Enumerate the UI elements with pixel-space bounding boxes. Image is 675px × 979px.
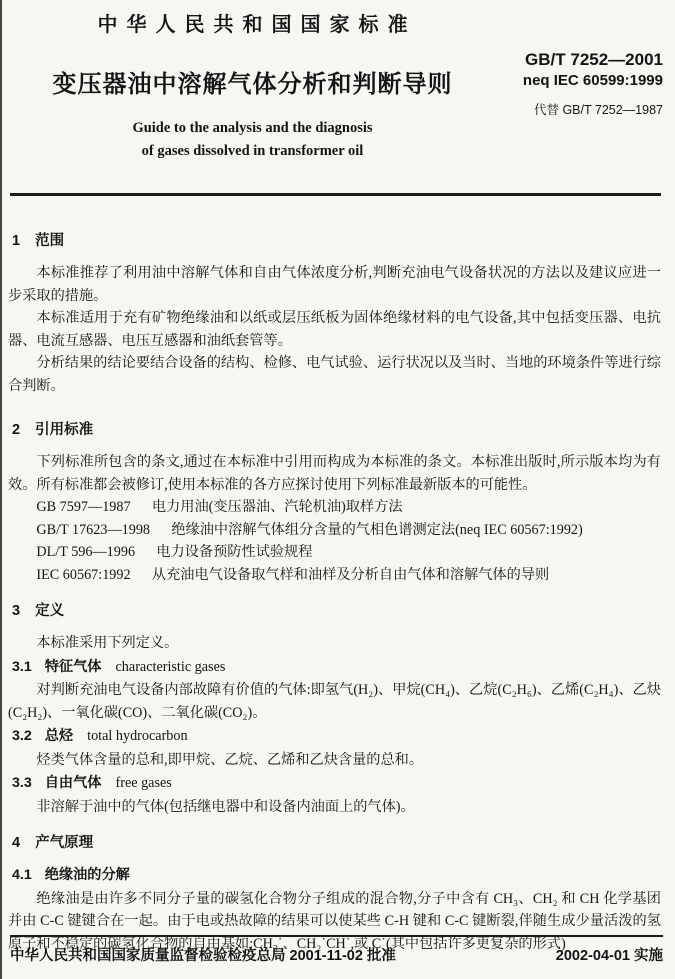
reference-title: 电力设备预防性试验规程 [156, 544, 313, 560]
english-title-line2: of gases dissolved in transformer oil [141, 143, 364, 159]
paragraph: 非溶解于油中的气体(包括继电器中和设备内油面上的气体)。 [36, 798, 415, 815]
subsection-number: 3.2 [12, 728, 32, 744]
reference-title: 电力用油(变压器油、汽轮机油)取样方法 [151, 499, 403, 515]
document-header [0, 0, 675, 163]
reference-item [8, 564, 661, 587]
standard-number: GB/T 7252—2001 [525, 50, 663, 69]
standard-number-block [523, 50, 663, 118]
paragraph: 分析结果的结论要结合设备的结构、检修、电气试验、运行状况以及当时、当地的环境条件等进行综合判断。 [8, 355, 661, 394]
subsection-term-english: total hydrocarbon [87, 728, 188, 744]
subsection-term: 总烃 [44, 728, 74, 744]
header-left-column [0, 14, 505, 163]
reference-title: 绝缘油中溶解气体组分含量的气相色谱测定法(neq IEC 60567:1992) [171, 521, 583, 538]
paragraph: 本标准采用下列定义。 [36, 635, 179, 651]
subsection-term: 特征气体 [44, 658, 102, 675]
iec-equivalence-note: neq IEC 60599:1999 [522, 72, 663, 89]
document-body [0, 230, 675, 955]
subsection-heading-characteristic-gases [12, 656, 661, 679]
header-divider-rule [10, 193, 661, 196]
replaces-note: 代替 GB/T 7252—1987 [533, 103, 663, 117]
document-title-english [0, 117, 505, 163]
reference-code: DL/T 596—1996 [36, 544, 136, 560]
subsection-term: 绝缘油的分解 [44, 867, 130, 883]
paragraph: 烃类气体含量的总和,即甲烷、乙烷、乙烯和乙炔含量的总和。 [36, 751, 424, 768]
subsection-number: 3.3 [12, 775, 32, 791]
subsection-heading-total-hydrocarbon [12, 725, 661, 748]
english-title-line1: Guide to the analysis and the diagnosis [132, 120, 373, 136]
paragraph: 本标准推荐了利用油中溶解气体和自由气体浓度分析,判断充油电气设备状况的方法以及建议应进一步采取的措施。 [8, 265, 661, 304]
paragraph: 本标准适用于充有矿物绝缘油和以纸或层压纸板为固体绝缘材料的电气设备,其中包括变压器、电抗器、电流互感器、电压互感器和油纸套管等。 [8, 310, 661, 349]
subsection-number: 4.1 [12, 867, 32, 883]
section-heading-gas-generation-principle [12, 832, 661, 854]
subsection-term-english: free gases [115, 775, 172, 791]
national-standard-label: 中华人民共和国国家标准 [97, 14, 417, 36]
subsection-heading-oil-decomposition [12, 864, 661, 887]
section-heading-scope [12, 230, 661, 252]
subsection-number: 3.1 [12, 658, 32, 675]
section-number: 4 [12, 835, 21, 851]
approval-authority-note: 中华人民共和国国家质量监督检验检疫总局 2001-11-02 批准 [10, 948, 396, 964]
section-heading-definitions [12, 600, 661, 622]
document-title: 变压器油中溶解气体分析和判断导则 [52, 71, 453, 98]
section-number: 3 [12, 603, 21, 619]
reference-code: GB 7597—1987 [36, 499, 131, 515]
subsection-heading-free-gases [12, 772, 661, 795]
section-number: 2 [12, 422, 21, 438]
document-footer [10, 935, 663, 965]
paragraph: 绝缘油是由许多不同分子量的碳氢化合物分子组成的混合物,分子中含有 CH₃、CH₂ 和 CH 化学基团并由 C-C 键键合在一起。由于电或热故障的结果可以使某些 C-H 键和 C-C 键断裂,伴随生成少量活泼的氢原子和不稳定的碳氢化合物的自由基如:CH₃˙、CH₂˙CH˙,或 C˙(其中包括许多更复杂的形式) [8, 890, 661, 952]
section-title: 引用标准 [35, 422, 94, 438]
section-number: 1 [12, 233, 21, 249]
section-title: 产气原理 [35, 835, 94, 851]
reference-code: IEC 60567:1992 [36, 566, 131, 583]
subsection-term: 自由气体 [44, 775, 102, 791]
section-title: 范围 [35, 233, 65, 249]
reference-item [8, 541, 661, 564]
reference-code: GB/T 17623—1998 [36, 521, 151, 538]
reference-title: 从充油电气设备取气样和油样及分析自由气体和溶解气体的导则 [151, 566, 550, 583]
section-heading-normative-references [12, 419, 661, 441]
implementation-date: 2002-04-01 实施 [555, 948, 663, 964]
reference-item [8, 496, 661, 519]
reference-item [8, 519, 661, 542]
paragraph: 对判断充油电气设备内部故障有价值的气体:即氢气(H₂)、甲烷(CH₄)、乙烷(C₂H₆)、乙烯(C₂H₄)、乙炔(C₂H₂)、一氧化碳(CO)、二氧化碳(CO₂)。 [8, 682, 661, 721]
subsection-term-english: characteristic gases [115, 658, 226, 675]
section-title: 定义 [35, 603, 65, 619]
paragraph: 下列标准所包含的条文,通过在本标准中引用而构成为本标准的条文。本标准出版时,所示版本均为有效。所有标准都会被修订,使用本标准的各方应探讨使用下列标准最新版本的可能性。 [8, 454, 661, 493]
